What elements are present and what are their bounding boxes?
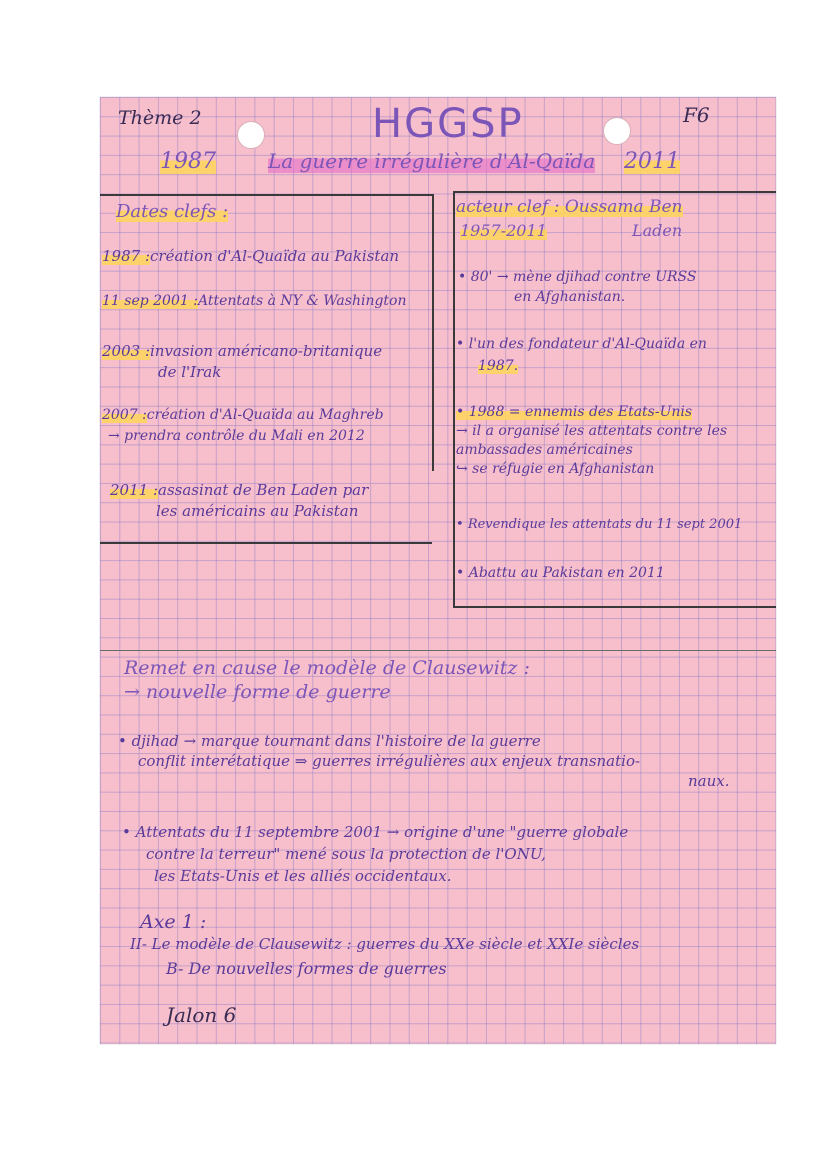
actor-box-left <box>453 191 455 607</box>
date-item <box>102 293 407 309</box>
date-text: assasinat de Ben Laden par <box>158 481 369 499</box>
sheet-code: F6 <box>683 103 710 127</box>
end-year: 2011 <box>624 149 680 174</box>
actor-box-top <box>453 191 776 193</box>
actor-years: 1957-2011 <box>460 221 547 240</box>
actor-box-bottom <box>453 606 776 608</box>
date-item <box>102 341 382 383</box>
date-text: Attentats à NY & Washington <box>197 293 407 309</box>
dates-heading: Dates clefs : <box>116 201 229 222</box>
analysis-point: • djihad → marque tournant dans l'histoire de la guerre conflit interétatique ⇒ guerres irrégulières aux enjeux transnatio- naux. <box>118 731 730 791</box>
date-item <box>102 247 399 265</box>
section-separator <box>100 650 776 651</box>
date-text: de l'Irak <box>158 363 222 381</box>
actor-heading: acteur clef : Oussama Ben <box>456 197 683 217</box>
date-text: → prendra contrôle du Mali en 2012 <box>108 428 365 444</box>
date-text: création d'Al-Quaïda au Pakistan <box>150 247 400 265</box>
date-year: 2003 : <box>102 342 150 360</box>
actor-point: • Abattu au Pakistan en 2011 <box>456 565 665 581</box>
actor-point: • Revendique les attentats du 11 sept 2001 <box>456 517 742 532</box>
clausewitz-subline: → nouvelle forme de guerre <box>124 681 391 703</box>
date-year: 2007 : <box>102 407 147 423</box>
clausewitz-line: Remet en cause le modèle de Clausewitz : <box>124 657 530 679</box>
date-text: invasion américano-britanique <box>150 342 383 360</box>
punch-hole-left <box>237 121 265 149</box>
dates-box-top <box>100 194 432 196</box>
chapter-title: La guerre irrégulière d'Al-Qaïda <box>268 149 596 173</box>
dates-box-right <box>432 194 434 471</box>
start-year: 1987 <box>160 149 216 174</box>
dates-box-bottom <box>100 542 432 544</box>
analysis-point: • Attentats du 11 septembre 2001 → origine d'une "guerre globale contre la terreur" mené sous la protection de l'ONU, les Etats-Unis et les alliés occidentaux. <box>122 821 628 887</box>
axe-title: Axe 1 : <box>140 911 207 933</box>
date-year: 2011 : <box>110 481 158 499</box>
notebook-page <box>100 97 776 1044</box>
actor-point: • 80' → mène djihad contre URSS en Afghanistan. <box>458 267 697 307</box>
date-year: 11 sep 2001 : <box>102 293 198 309</box>
actor-heading-cont: Laden <box>632 221 683 240</box>
theme-label: Thème 2 <box>118 107 202 129</box>
axe-subline: B- De nouvelles formes de guerres <box>166 959 447 978</box>
actor-point: • l'un des fondateur d'Al-Quaïda en 1987. <box>456 333 707 377</box>
date-item <box>110 480 368 522</box>
axe-line: II- Le modèle de Clausewitz : guerres du XXe siècle et XXIe siècles <box>130 935 640 953</box>
subject-title: HGGSP <box>372 101 524 147</box>
punch-hole-right <box>603 117 631 145</box>
date-item <box>102 405 384 447</box>
date-text: les américains au Pakistan <box>156 502 359 520</box>
jalon-label: Jalon 6 <box>166 1003 237 1027</box>
date-text: création d'Al-Quaïda au Maghreb <box>146 407 384 423</box>
actor-point: • 1988 = ennemis des Etats-Unis → il a organisé les attentats contre les ambassades américaines ↪ se réfugie en Afghanistan <box>456 403 727 479</box>
date-year: 1987 : <box>102 247 150 265</box>
